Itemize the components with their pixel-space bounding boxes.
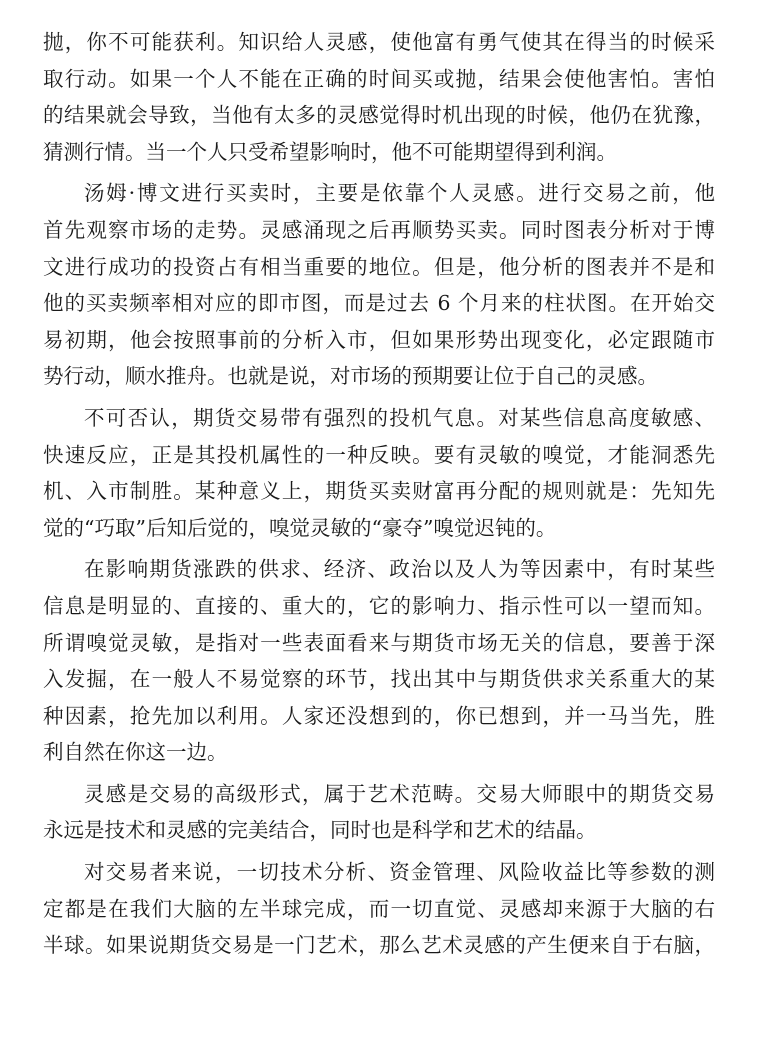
text-line: 他的买卖频率相对应的即市图，而是过去 6 个月来的柱状图。在开始交: [43, 291, 715, 316]
paragraph-1: [43, 24, 715, 170]
text-line: 永远是技术和灵感的完美结合，同时也是科学和艺术的结晶。: [43, 818, 597, 843]
document-page: [43, 24, 715, 969]
text-line: 汤姆·博文进行买卖时，主要是依靠个人灵感。进行交易之前，他: [84, 181, 715, 206]
text-line: 机、入市制胜。某种意义上，期货买卖财富再分配的规则就是：先知先: [43, 479, 715, 504]
text-line: 对交易者来说，一切技术分析、资金管理、风险收益比等参数的测: [84, 860, 715, 885]
text-line: 取行动。如果一个人不能在正确的时间买或抛，结果会使他害怕。害怕: [43, 66, 715, 91]
text-line: 快速反应，正是其投机属性的一种反映。要有灵敏的嗅觉，才能洞悉先: [43, 442, 715, 467]
text-line: 势行动，顺水推舟。也就是说，对市场的预期要让位于自己的灵感。: [43, 364, 658, 389]
text-line: 猜测行情。当一个人只受希望影响时，他不可能期望得到利润。: [43, 139, 617, 164]
text-line: 在影响期货涨跌的供求、经济、政治以及人为等因素中，有时某些: [84, 557, 715, 582]
text-line: 灵感是交易的高级形式，属于艺术范畴。交易大师眼中的期货交易: [84, 781, 715, 806]
text-line: 易初期，他会按照事前的分析入市，但如果形势出现变化，必定跟随市: [43, 327, 715, 352]
text-line: 首先观察市场的走势。灵感涌现之后再顺势买卖。同时图表分析对于博: [43, 217, 715, 242]
text-line: 种因素，抢先加以利用。人家还没想到的，你已想到，并一马当先，胜: [43, 703, 715, 728]
text-line: 入发掘，在一般人不易觉察的环节，找出其中与期货供求关系重大的某: [43, 667, 715, 692]
text-line: 的结果就会导致，当他有太多的灵感觉得时机出现的时候，他仍在犹豫，: [43, 103, 715, 128]
text-line: 觉的“巧取”后知后觉的，嗅觉灵敏的“豪夺”嗅觉迟钝的。: [43, 515, 557, 540]
text-line: 定都是在我们大脑的左半球完成，而一切直觉、灵感却来源于大脑的右: [43, 896, 715, 921]
paragraph-5: [43, 776, 715, 849]
paragraph-6: [43, 854, 715, 964]
text-line: 文进行成功的投资占有相当重要的地位。但是，他分析的图表并不是和: [43, 254, 715, 279]
paragraph-4: [43, 551, 715, 771]
paragraph-3: [43, 400, 715, 546]
text-line: 抛，你不可能获利。知识给人灵感，使他富有勇气使其在得当的时候采: [43, 30, 715, 54]
text-line: 利自然在你这一边。: [43, 740, 228, 765]
text-line: 半球。如果说期货交易是一门艺术，那么艺术灵感的产生便来自于右脑，: [43, 933, 715, 958]
text-line: 所谓嗅觉灵敏，是指对一些表面看来与期货市场无关的信息，要善于深: [43, 630, 715, 655]
text-line: 不可否认，期货交易带有强烈的投机气息。对某些信息高度敏感、: [84, 405, 715, 430]
text-line: 信息是明显的、直接的、重大的，它的影响力、指示性可以一望而知。: [43, 593, 715, 618]
paragraph-2: [43, 175, 715, 395]
